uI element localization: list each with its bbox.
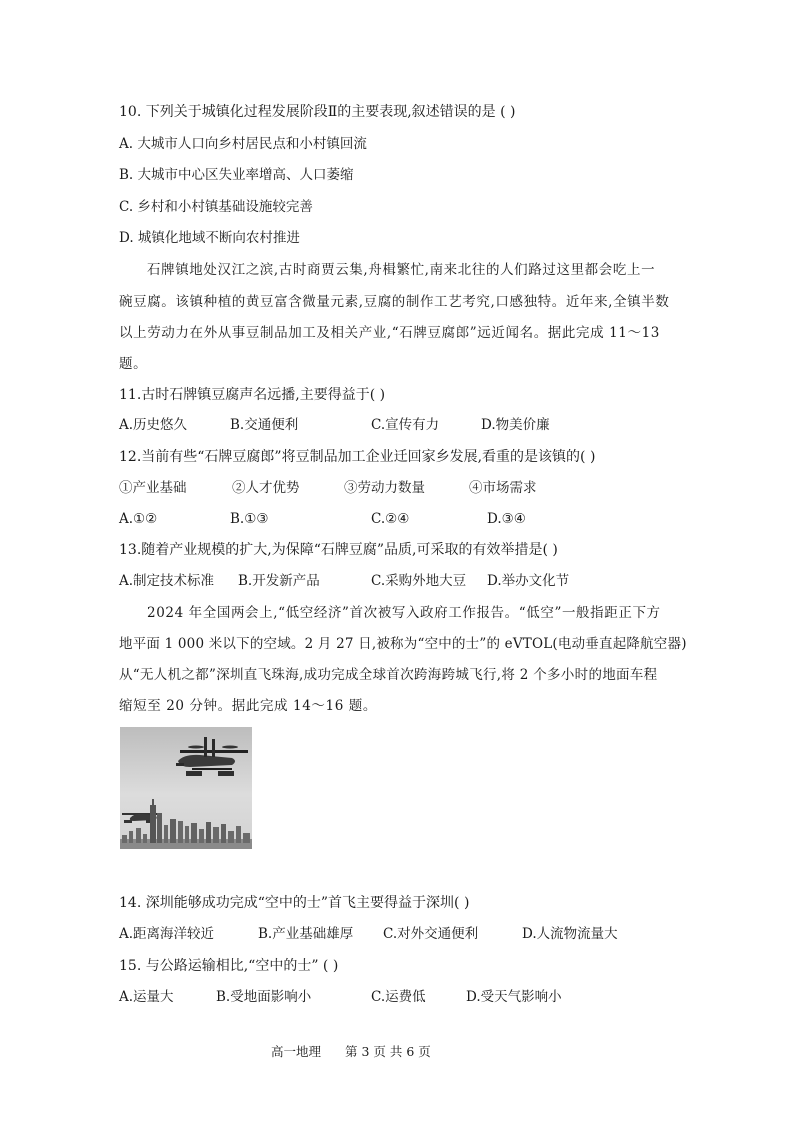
passage-2-line-2: 地平面 1 000 米以下的空域。2 月 27 日,被称为“空中的士”的 eVTOL(电动垂直起降航空器) [119, 636, 687, 652]
footer-subject: 高一地理 [271, 1044, 322, 1059]
question-13-option-a: A.制定技术标准 [119, 573, 215, 589]
question-14-stem: 14. 深圳能够成功完成“空中的士”首飞主要得益于深圳( ) [119, 895, 470, 911]
question-13-option-d: D.举办文化节 [487, 573, 570, 589]
question-11-options [119, 416, 679, 434]
question-12-stem: 12.当前有些“石牌豆腐郎”将豆制品加工企业迁回家乡发展,看重的是该镇的( ) [119, 449, 596, 465]
question-12-option-a: A.①② [119, 511, 158, 527]
question-14-option-d: D.人流物流量大 [522, 926, 618, 942]
passage-1-line-2: 碗豆腐。该镇种植的黄豆富含微量元素,豆腐的制作工艺考究,口感独特。近年来,全镇半数 [119, 294, 670, 310]
question-15-option-a: A.运量大 [119, 989, 174, 1005]
question-12-option-d: D.③④ [487, 511, 526, 527]
question-13-options [119, 572, 679, 590]
passage-2-line-4: 缩短至 20 分钟。据此完成 14～16 题。 [119, 698, 377, 714]
footer-page-number: 第 3 页 共 6 页 [345, 1044, 431, 1059]
question-10-option-d: D. 城镇化地域不断向农村推进 [119, 230, 300, 246]
question-12-options [119, 510, 679, 528]
question-12-item-3: ③劳动力数量 [344, 480, 425, 496]
passage-1-line-4: 题。 [119, 356, 148, 372]
question-12-item-2: ②人才优势 [232, 480, 300, 496]
question-14-option-c: C.对外交通便利 [383, 926, 479, 942]
question-10-option-b: B. 大城市中心区失业率增高、人口萎缩 [119, 167, 354, 183]
question-14-options [119, 925, 679, 943]
question-14-option-a: A.距离海洋较近 [119, 926, 215, 942]
passage-2-line-3: 从“无人机之都”深圳直飞珠海,成功完成全球首次跨海跨城飞行,将 2 个多小时的地面车程 [119, 667, 658, 683]
question-15-options [119, 988, 679, 1006]
question-12-item-1: ①产业基础 [119, 480, 187, 496]
question-15-stem: 15. 与公路运输相比,“空中的士” ( ) [119, 958, 339, 974]
passage-2-line-1: 2024 年全国两会上,“低空经济”首次被写入政府工作报告。“低空”一般指距正下方 [147, 605, 661, 621]
question-11-option-a: A.历史悠久 [119, 417, 188, 433]
evtol-photo [120, 727, 252, 849]
question-15-option-c: C.运费低 [371, 989, 426, 1005]
question-12-option-b: B.①③ [230, 511, 269, 527]
question-11-option-b: B.交通便利 [230, 417, 299, 433]
question-15-option-b: B.受地面影响小 [216, 989, 312, 1005]
question-12-item-4: ④市场需求 [469, 480, 537, 496]
question-10-option-c: C. 乡村和小村镇基础设施较完善 [119, 199, 313, 215]
passage-1-line-3: 以上劳动力在外从事豆制品加工及相关产业,“石牌豆腐郎”远近闻名。据此完成 11～13 [119, 325, 660, 341]
question-11-stem: 11.古时石牌镇豆腐声名远播,主要得益于( ) [119, 387, 386, 403]
passage-1-line-1: 石牌镇地处汉江之滨,古时商贾云集,舟楫繁忙,南来北往的人们路过这里都会吃上一 [147, 262, 656, 278]
question-14-option-b: B.产业基础雄厚 [258, 926, 354, 942]
question-13-stem: 13.随着产业规模的扩大,为保障“石牌豆腐”品质,可采取的有效举措是( ) [119, 542, 558, 558]
question-13-option-c: C.采购外地大豆 [371, 573, 467, 589]
question-13-option-b: B.开发新产品 [238, 573, 320, 589]
question-15-option-d: D.受天气影响小 [466, 989, 562, 1005]
question-10-option-a: A. 大城市人口向乡村居民点和小村镇回流 [119, 136, 367, 152]
question-10-stem: 10. 下列关于城镇化过程发展阶段Ⅱ的主要表现,叙述错误的是 ( ) [119, 104, 516, 120]
question-12-option-c: C.②④ [371, 511, 410, 527]
evtol-illustration [120, 727, 252, 849]
question-11-option-c: C.宣传有力 [371, 417, 440, 433]
question-12-items [119, 479, 679, 497]
question-11-option-d: D.物美价廉 [481, 417, 550, 433]
